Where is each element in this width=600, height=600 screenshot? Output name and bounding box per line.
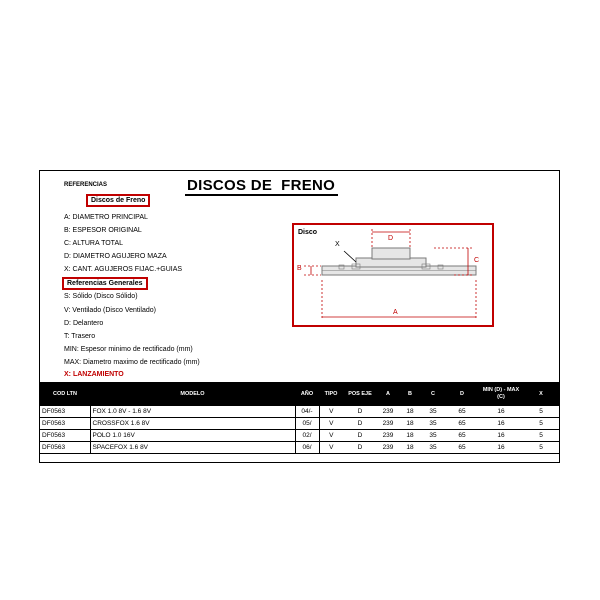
table-cell: DF0563 bbox=[40, 406, 90, 418]
disc-diagram bbox=[292, 223, 494, 327]
table-cell: POLO 1.0 16V bbox=[90, 430, 295, 442]
table-header-row bbox=[40, 382, 559, 406]
general-item-s: S: Sólido (Disco Sólido) bbox=[64, 293, 138, 300]
ref-item-b: B: ESPESOR ORIGINAL bbox=[64, 227, 142, 234]
col-header: C bbox=[421, 382, 445, 406]
table-cell: 16 bbox=[479, 406, 523, 418]
table-cell: DF0563 bbox=[40, 442, 90, 454]
table-row bbox=[40, 430, 559, 442]
table-cell: 16 bbox=[479, 418, 523, 430]
general-item-v: V: Ventilado (Disco Ventilado) bbox=[64, 307, 156, 314]
col-header: D bbox=[445, 382, 479, 406]
table-cell: 239 bbox=[377, 442, 399, 454]
table-row bbox=[40, 442, 559, 454]
table-cell: 239 bbox=[377, 430, 399, 442]
col-header: AÑO bbox=[295, 382, 319, 406]
table-cell: V bbox=[319, 430, 343, 442]
dim-label-b: B bbox=[297, 265, 302, 272]
table-cell: 5 bbox=[523, 406, 559, 418]
table-cell: 16 bbox=[479, 430, 523, 442]
col-header: X bbox=[523, 382, 559, 406]
brake-discs-label: Discos de Freno bbox=[86, 194, 150, 207]
general-item-d: D: Delantero bbox=[64, 320, 104, 327]
table-cell: 16 bbox=[479, 442, 523, 454]
table-cell: 18 bbox=[399, 418, 421, 430]
table-cell: 06/ bbox=[295, 442, 319, 454]
table-cell: V bbox=[319, 442, 343, 454]
table-cell: 35 bbox=[421, 442, 445, 454]
table-cell: V bbox=[319, 418, 343, 430]
general-item-t: T: Trasero bbox=[64, 333, 96, 340]
table-body bbox=[40, 406, 559, 454]
dim-label-c: C bbox=[474, 257, 480, 264]
table-row bbox=[40, 406, 559, 418]
table-cell: 239 bbox=[377, 406, 399, 418]
table-cell: V bbox=[319, 406, 343, 418]
table-cell: 5 bbox=[523, 418, 559, 430]
table-cell: 65 bbox=[445, 430, 479, 442]
ref-item-x: X: CANT. AGUJEROS FIJAC.+GUIAS bbox=[64, 266, 183, 273]
page-title: DISCOS DE FRENO bbox=[185, 177, 338, 196]
col-header: A bbox=[377, 382, 399, 406]
table-cell: 35 bbox=[421, 418, 445, 430]
col-header: MIN (D) - MAX (C) bbox=[479, 382, 523, 406]
col-header: POS EJE bbox=[343, 382, 377, 406]
col-header: COD LTN bbox=[40, 382, 90, 406]
table-cell: D bbox=[343, 442, 377, 454]
general-item-max: MAX: Diametro maximo de rectificado (mm) bbox=[64, 359, 200, 366]
table-cell: FOX 1.0 8V - 1.6 8V bbox=[90, 406, 295, 418]
table-cell: D bbox=[343, 430, 377, 442]
table-cell: 35 bbox=[421, 430, 445, 442]
table-cell: 04/- bbox=[295, 406, 319, 418]
table-row bbox=[40, 418, 559, 430]
dim-label-d: D bbox=[388, 235, 394, 242]
table-cell: DF0563 bbox=[40, 418, 90, 430]
ref-item-a: A: DIAMETRO PRINCIPAL bbox=[64, 214, 148, 221]
general-item-min: MIN: Espesor minimo de rectificado (mm) bbox=[64, 346, 193, 353]
table-cell: D bbox=[343, 418, 377, 430]
col-header: B bbox=[399, 382, 421, 406]
catalog-sheet bbox=[39, 170, 560, 463]
table-cell: CROSSFOX 1.6 8V bbox=[90, 418, 295, 430]
references-caption: REFERENCIAS bbox=[64, 182, 108, 188]
ref-item-d: D: DIAMETRO AGUJERO MAZA bbox=[64, 253, 167, 260]
table-cell: 18 bbox=[399, 442, 421, 454]
table-cell: 65 bbox=[445, 406, 479, 418]
table-cell: 5 bbox=[523, 430, 559, 442]
dim-label-x: X bbox=[335, 241, 340, 248]
diagram-title: Disco bbox=[298, 229, 318, 236]
table-cell: DF0563 bbox=[40, 430, 90, 442]
col-header: TIPO bbox=[319, 382, 343, 406]
dim-label-a: A bbox=[393, 309, 398, 316]
ref-item-c: C: ALTURA TOTAL bbox=[64, 240, 124, 247]
general-references-label: Referencias Generales bbox=[62, 277, 148, 290]
table-cell: D bbox=[343, 406, 377, 418]
table-cell: 35 bbox=[421, 406, 445, 418]
table-cell: 65 bbox=[445, 418, 479, 430]
table-cell: 5 bbox=[523, 442, 559, 454]
table-cell: 65 bbox=[445, 442, 479, 454]
table-cell: 05/ bbox=[295, 418, 319, 430]
table-cell: SPACEFOX 1.6 8V bbox=[90, 442, 295, 454]
table-cell: 239 bbox=[377, 418, 399, 430]
launch-legend: X: LANZAMIENTO bbox=[64, 371, 124, 378]
table-cell: 18 bbox=[399, 430, 421, 442]
col-header: MODELO bbox=[90, 382, 295, 406]
models-table bbox=[40, 382, 559, 454]
table-cell: 18 bbox=[399, 406, 421, 418]
table-cell: 02/ bbox=[295, 430, 319, 442]
